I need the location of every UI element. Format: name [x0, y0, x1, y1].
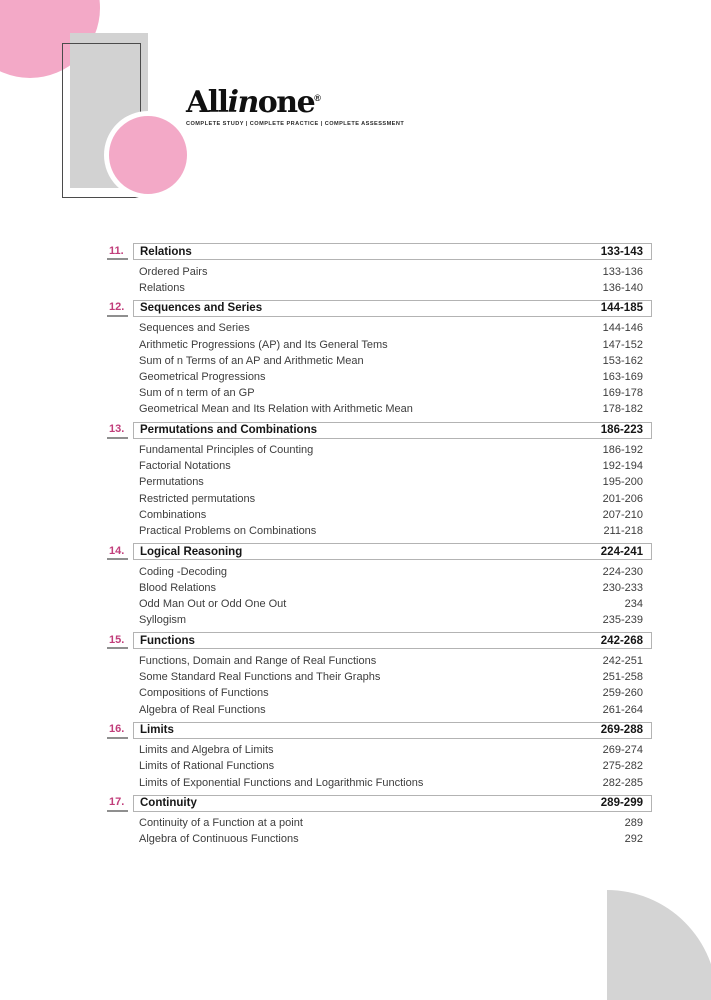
topic-page-range: 235-239 [602, 614, 643, 627]
topic-page-range: 292 [624, 833, 643, 846]
toc-topic-row [133, 815, 652, 831]
chapter-title-box [133, 722, 652, 739]
toc-topic-row [133, 491, 652, 507]
chapter-number: 14. [107, 543, 128, 560]
toc-topic-row [133, 401, 652, 417]
topic-page-range: 201-206 [602, 492, 643, 505]
chapter-topics-list [133, 742, 652, 791]
topic-title: Sum of n Terms of an AP and Arithmetic Mean [139, 354, 364, 367]
topic-title: Limits of Exponential Functions and Logarithmic Functions [139, 776, 424, 789]
toc-topic-row [133, 369, 652, 385]
pink-circle-middle-decoration [104, 111, 192, 199]
toc-topic-row [133, 320, 652, 336]
toc-topic-row [133, 353, 652, 369]
logo-word-in: in [227, 85, 258, 120]
topic-title: Algebra of Real Functions [139, 703, 266, 716]
topic-title: Continuity of a Function at a point [139, 817, 303, 830]
topic-title: Arithmetic Progressions (AP) and Its General Tems [139, 338, 388, 351]
topic-page-range: 289 [624, 817, 643, 830]
toc-topic-row [133, 385, 652, 401]
topic-title: Permutations [139, 476, 204, 489]
topic-title: Practical Problems on Combinations [139, 525, 317, 538]
chapter-header-row [107, 300, 652, 317]
chapter-title: Relations [140, 245, 192, 258]
chapter-title-box [133, 543, 652, 560]
toc-topic-row [133, 442, 652, 458]
toc-topic-row [133, 474, 652, 490]
chapter-header-row [107, 243, 652, 260]
topic-title: Sequences and Series [139, 322, 250, 335]
table-of-contents [107, 243, 652, 852]
toc-topic-row [133, 612, 652, 628]
chapter-number: 11. [107, 243, 128, 260]
toc-topic-row [133, 653, 652, 669]
chapter-header-row [107, 543, 652, 560]
topic-title: Fundamental Principles of Counting [139, 444, 314, 457]
logo-wordmark [186, 85, 404, 120]
topic-page-range: 178-182 [602, 403, 643, 416]
chapter-title-box [133, 243, 652, 260]
topic-page-range: 169-178 [602, 387, 643, 400]
toc-topic-row [133, 831, 652, 847]
chapter-page-range: 269-288 [600, 724, 643, 737]
topic-title: Blood Relations [139, 581, 217, 594]
logo-word-all: All [186, 85, 228, 120]
topic-page-range: 269-274 [602, 744, 643, 757]
topic-page-range: 275-282 [602, 760, 643, 773]
chapter-title-box [133, 795, 652, 812]
topic-page-range: 230-233 [602, 581, 643, 594]
chapter-title: Functions [140, 634, 195, 647]
topic-page-range: 186-192 [602, 444, 643, 457]
toc-topic-row [133, 701, 652, 717]
chapter-title-box [133, 632, 652, 649]
chapter-topics-list [133, 442, 652, 539]
chapter-header-row [107, 632, 652, 649]
toc-topic-row [133, 742, 652, 758]
toc-topic-row [133, 596, 652, 612]
topic-page-range: 133-136 [602, 265, 643, 278]
topic-title: Relations [139, 281, 185, 294]
chapter-topics-list [133, 653, 652, 718]
topic-page-range: 224-230 [602, 565, 643, 578]
chapter-number: 15. [107, 632, 128, 649]
chapter-page-range: 224-241 [600, 545, 643, 558]
toc-chapter [107, 543, 652, 628]
chapter-page-range: 144-185 [600, 302, 643, 315]
topic-title: Algebra of Continuous Functions [139, 833, 299, 846]
chapter-header-row [107, 722, 652, 739]
chapter-title: Limits [140, 724, 174, 737]
topic-title: Geometrical Mean and Its Relation with Arithmetic Mean [139, 403, 413, 416]
toc-topic-row [133, 280, 652, 296]
chapter-page-range: 133-143 [600, 245, 643, 258]
allinone-logo [186, 85, 405, 127]
toc-chapter [107, 722, 652, 791]
chapter-title-box [133, 300, 652, 317]
topic-page-range: 242-251 [602, 654, 643, 667]
chapter-topics-list [133, 320, 652, 417]
topic-title: Sum of n term of an GP [139, 387, 255, 400]
toc-topic-row [133, 523, 652, 539]
toc-chapter [107, 243, 652, 296]
toc-topic-row [133, 580, 652, 596]
topic-title: Functions, Domain and Range of Real Functions [139, 654, 377, 667]
toc-topic-row [133, 758, 652, 774]
chapter-number: 12. [107, 300, 128, 317]
topic-page-range: 261-264 [602, 703, 643, 716]
chapter-topics-list [133, 564, 652, 629]
toc-chapter [107, 300, 652, 418]
chapter-title-box [133, 422, 652, 439]
topic-page-range: 163-169 [602, 371, 643, 384]
topic-page-range: 259-260 [602, 687, 643, 700]
toc-topic-row [133, 669, 652, 685]
toc-topic-row [133, 507, 652, 523]
topic-page-range: 207-210 [602, 508, 643, 521]
topic-page-range: 144-146 [602, 322, 643, 335]
toc-topic-row [133, 458, 652, 474]
topic-page-range: 251-258 [602, 671, 643, 684]
topic-title: Some Standard Real Functions and Their Graphs [139, 671, 381, 684]
topic-title: Restricted permutations [139, 492, 256, 505]
gray-quarter-circle-bottom-right-decoration [607, 890, 711, 1000]
topic-page-range: 234 [624, 598, 643, 611]
topic-title: Geometrical Progressions [139, 371, 266, 384]
topic-page-range: 195-200 [602, 476, 643, 489]
chapter-title: Permutations and Combinations [140, 424, 317, 436]
chapter-number: 13. [107, 422, 128, 439]
topic-page-range: 136-140 [602, 281, 643, 294]
topic-page-range: 282-285 [602, 776, 643, 789]
chapter-number: 17. [107, 795, 128, 812]
toc-topic-row [133, 685, 652, 701]
topic-page-range: 153-162 [602, 354, 643, 367]
chapter-header-row [107, 795, 652, 812]
chapter-page-range: 242-268 [600, 634, 643, 647]
topic-title: Compositions of Functions [139, 687, 269, 700]
logo-word-one: one [257, 85, 315, 120]
topic-page-range: 147-152 [602, 338, 643, 351]
topic-title: Combinations [139, 508, 207, 521]
chapter-title: Sequences and Series [140, 302, 263, 315]
topic-page-range: 211-218 [603, 525, 643, 538]
topic-title: Coding -Decoding [139, 565, 228, 578]
topic-page-range: 192-194 [602, 460, 643, 473]
chapter-topics-list [133, 815, 652, 847]
topic-title: Syllogism [139, 614, 187, 627]
topic-title: Limits of Rational Functions [139, 760, 275, 773]
topic-title: Ordered Pairs [139, 265, 208, 278]
chapter-page-range: 289-299 [600, 797, 643, 810]
toc-chapter [107, 632, 652, 717]
chapter-topics-list [133, 264, 652, 296]
toc-chapter [107, 422, 652, 540]
toc-topic-row [133, 337, 652, 353]
registered-trademark-symbol: ® [314, 93, 321, 103]
chapter-page-range: 186-223 [600, 424, 643, 436]
toc-topic-row [133, 564, 652, 580]
toc-topic-row [133, 264, 652, 280]
chapter-title: Continuity [140, 797, 197, 810]
chapter-header-row [107, 422, 652, 439]
logo-tagline: COMPLETE STUDY | COMPLETE PRACTICE | COMPLETE ASSESSMENT [186, 121, 405, 127]
toc-chapter [107, 795, 652, 848]
topic-title: Factorial Notations [139, 460, 231, 473]
toc-topic-row [133, 775, 652, 791]
chapter-number: 16. [107, 722, 128, 739]
topic-title: Limits and Algebra of Limits [139, 744, 274, 757]
chapter-title: Logical Reasoning [140, 545, 243, 558]
topic-title: Odd Man Out or Odd One Out [139, 598, 287, 611]
